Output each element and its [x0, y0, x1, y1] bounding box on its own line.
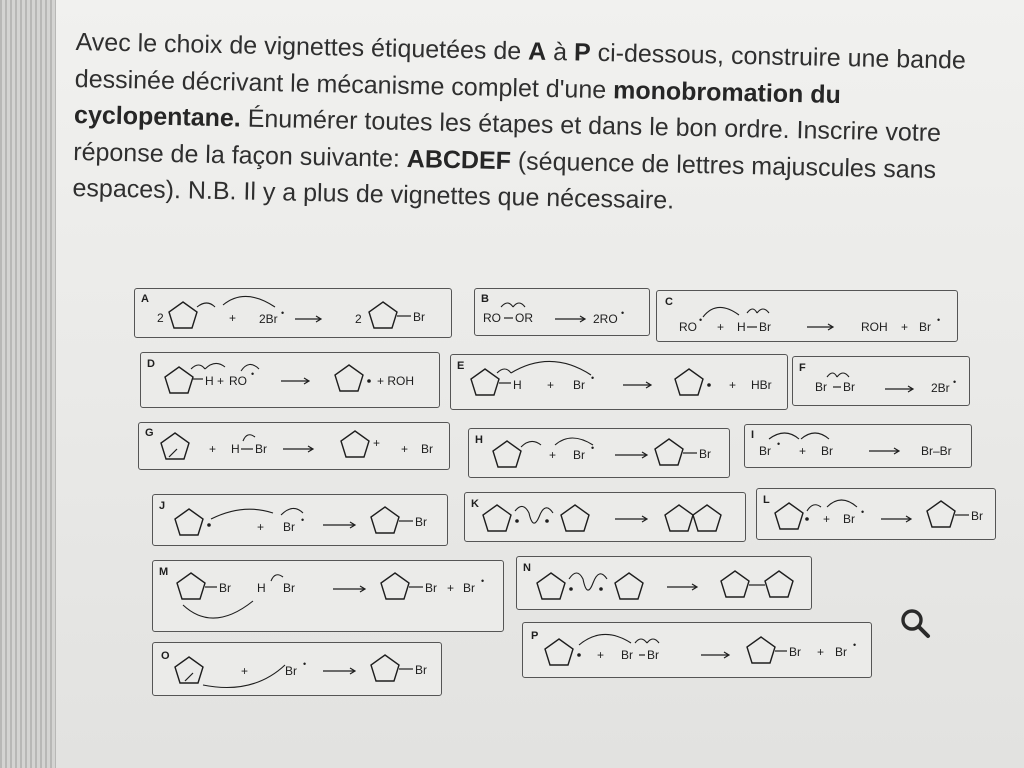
product: Br	[463, 581, 475, 595]
prompt-bold-example: ABCDEF	[406, 144, 512, 175]
cyclopentane-icon	[561, 505, 589, 531]
cyclopentane-icon	[693, 505, 721, 531]
plus-sign: +	[799, 444, 807, 458]
vignette-letter: C	[665, 296, 673, 308]
product: Br–Br	[921, 444, 952, 458]
cyclopentane-icon	[369, 302, 397, 328]
vignette-letter: K	[471, 498, 479, 510]
half-arrow-icon	[197, 303, 215, 307]
plus-sign: +	[217, 374, 225, 388]
cyclopentane-icon	[675, 369, 703, 395]
atom-br: Br	[255, 442, 267, 456]
radical-dot: •	[861, 507, 865, 517]
vignette-n[interactable]	[516, 556, 812, 610]
vignette-l[interactable]	[756, 488, 996, 540]
reaction-arrow-icon	[869, 448, 899, 454]
fishhook-arrows-icon	[191, 363, 225, 369]
vignette-h[interactable]	[468, 428, 730, 478]
radical-dot: •	[699, 315, 703, 325]
cyclopentane-icon	[927, 501, 955, 527]
curved-arrow-icon	[243, 435, 255, 441]
vignette-b[interactable]	[474, 288, 650, 336]
coefficient: 2	[157, 311, 164, 325]
atom-br: Br	[283, 581, 295, 595]
reagent: RO	[483, 311, 501, 325]
radical-dot	[569, 587, 573, 591]
atom-h: H	[205, 374, 214, 388]
radical-dot: •	[591, 373, 595, 383]
substituent: Br	[415, 515, 427, 529]
cyclopentane-icon	[335, 365, 363, 391]
cyclopentane-icon	[615, 573, 643, 599]
cyclopentane-icon	[371, 507, 399, 533]
vignette-letter: E	[457, 360, 465, 372]
plus-sign: +	[209, 442, 217, 456]
vignette-e[interactable]	[450, 354, 788, 410]
charge: +	[373, 436, 381, 450]
cyclopentane-icon	[165, 367, 193, 393]
plus-sign: +	[241, 664, 249, 678]
radical-dot: •	[953, 377, 957, 387]
plus-sign: +	[729, 378, 737, 392]
vignette-letter: I	[751, 429, 755, 441]
plus-sign: +	[547, 378, 555, 392]
reagent: RO	[679, 320, 697, 334]
reagent: Br	[573, 378, 585, 392]
cyclopentane-icon	[545, 639, 573, 665]
reaction-arrow-icon	[885, 386, 913, 392]
product: Br	[919, 320, 931, 334]
reagent: 2Br	[259, 312, 278, 326]
radical-dot	[367, 379, 371, 383]
reagent: Br	[283, 520, 295, 534]
reagent: RO	[229, 374, 247, 388]
reagent: Br	[621, 648, 633, 662]
vignette-letter: B	[481, 293, 489, 305]
vignette-c[interactable]	[656, 290, 958, 342]
vignette-letter: J	[159, 500, 166, 512]
vignette-letter: A	[141, 293, 149, 305]
plus-sign: +	[817, 645, 825, 659]
product: 2Br	[931, 381, 950, 395]
radical-dot: •	[777, 439, 781, 449]
cyclopentane-icon	[471, 369, 499, 395]
atom-h: H	[257, 581, 266, 595]
vignette-letter: N	[523, 562, 531, 574]
curved-arrow-icon	[223, 296, 275, 307]
cyclopentane-icon	[483, 505, 511, 531]
product: Br	[835, 645, 847, 659]
page-edge	[0, 0, 62, 768]
vignette-letter: D	[147, 358, 155, 370]
plus-sign: +	[901, 320, 909, 334]
plus-sign: +	[401, 442, 409, 456]
cyclopentane-icon	[161, 433, 189, 459]
cyclopentane-icon	[381, 573, 409, 599]
product: Br	[421, 442, 433, 456]
reagent: Br	[647, 648, 659, 662]
vignette-g[interactable]	[138, 422, 450, 470]
vignette-p[interactable]	[522, 622, 872, 678]
cyclopentane-icon	[747, 637, 775, 663]
prompt-text: Avec le choix de vignettes étiquetées de	[75, 27, 529, 66]
reagent: Br	[843, 380, 855, 394]
reaction-arrow-icon	[807, 324, 833, 330]
plus-sign: +	[549, 448, 557, 462]
prompt-text: ci-dessous, construire une bande dessinée décrivant le mécanisme complet d'une	[74, 38, 967, 104]
curved-arrow-icon	[271, 575, 283, 581]
cyclopentane-icon	[721, 571, 749, 597]
prompt-text: à	[545, 37, 575, 67]
reagent: Br	[815, 380, 827, 394]
radical-dot	[805, 517, 809, 521]
prompt-bold-p: P	[573, 38, 591, 67]
vignette-letter: F	[799, 362, 806, 374]
substituent: Br	[789, 645, 801, 659]
fishhook-arrows-icon	[501, 303, 525, 307]
reaction-arrow-icon	[323, 522, 355, 528]
prompt-bold-a: A	[527, 37, 547, 66]
atom-h: H	[231, 442, 240, 456]
bond-line	[185, 673, 193, 681]
radical-dot: •	[303, 659, 307, 669]
vignette-m[interactable]	[152, 560, 504, 632]
cyclopentane-icon	[371, 655, 399, 681]
reaction-arrow-icon	[323, 668, 355, 674]
reagent: Br	[821, 444, 833, 458]
reaction-arrow-icon	[295, 316, 321, 322]
radical-dot	[207, 523, 211, 527]
radical-dot	[515, 519, 519, 523]
fishhook-arrows-icon	[827, 373, 849, 377]
plus-sign: +	[447, 581, 455, 595]
vignette-letter: H	[475, 434, 483, 446]
substituent: Br	[971, 509, 983, 523]
cyclopentane-icon	[177, 573, 205, 599]
cyclopentane-icon	[665, 505, 693, 531]
product: ROH	[861, 320, 888, 334]
product: HBr	[751, 378, 772, 392]
product: 2RO	[593, 312, 618, 326]
substituent: Br	[413, 310, 425, 324]
vignette-letter: O	[161, 650, 170, 662]
cyclopentane-icon	[775, 503, 803, 529]
vignette-d[interactable]	[140, 352, 440, 408]
radical-dot: •	[937, 315, 941, 325]
half-arrow-icon	[521, 441, 541, 447]
substituent: Br	[415, 663, 427, 677]
curved-arrow-icon	[555, 438, 593, 445]
radical-dot	[599, 587, 603, 591]
reagent: Br	[573, 448, 585, 462]
substituent: Br	[219, 581, 231, 595]
product: + ROH	[377, 374, 415, 388]
atom-br: Br	[759, 320, 771, 334]
reagent: Br	[843, 512, 855, 526]
magnifier-icon[interactable]	[896, 604, 936, 644]
reaction-arrow-icon	[555, 316, 585, 322]
vignette-o[interactable]	[152, 642, 442, 696]
cyclopentane-icon	[169, 302, 197, 328]
bond-line	[169, 449, 177, 457]
reaction-arrow-icon	[615, 452, 647, 458]
radical-dot: •	[621, 308, 625, 318]
substituent: Br	[425, 581, 437, 595]
fishhook-arrows-icon	[497, 361, 591, 375]
cyclopentane-icon	[175, 509, 203, 535]
vignette-letter: P	[531, 630, 539, 642]
cyclopentane-icon	[493, 441, 521, 467]
reaction-arrow-icon	[881, 516, 911, 522]
reaction-arrow-icon	[667, 584, 697, 590]
reagent: OR	[515, 311, 533, 325]
vignette-f[interactable]	[792, 356, 970, 406]
atom-h: H	[737, 320, 746, 334]
substituent: Br	[699, 447, 711, 461]
radical-dot: •	[281, 308, 285, 318]
atom-h: H	[513, 378, 522, 392]
vignette-i[interactable]	[744, 424, 972, 468]
radical-dot: •	[251, 369, 255, 379]
vignette-a[interactable]	[134, 288, 452, 338]
cyclopentane-icon	[175, 657, 203, 683]
curved-arrow-icon	[703, 307, 739, 317]
fishhook-arrows-icon	[807, 500, 857, 511]
reagent: Br	[285, 664, 297, 678]
reagent: Br	[759, 444, 771, 458]
cyclopentane-icon	[655, 439, 683, 465]
fishhook-arrows-icon	[747, 309, 769, 313]
reaction-arrow-icon	[615, 516, 647, 522]
curved-arrow-icon	[241, 364, 259, 371]
radical-dot	[577, 653, 581, 657]
radical-dot	[545, 519, 549, 523]
cyclopentane-icon	[537, 573, 565, 599]
prompt-text: (séquence de lettres majuscules sans espaces). N.B. Il y a plus de vignettes que nécessaire.	[72, 146, 937, 215]
cyclopentane-icon	[765, 571, 793, 597]
reaction-arrow-icon	[333, 586, 365, 592]
coefficient: 2	[355, 312, 362, 326]
prompt-text: Énumérer toutes les étapes et dans le bon ordre. Inscrire votre réponse de la façon suivante:	[73, 104, 942, 173]
radical-dot: •	[591, 443, 595, 453]
reaction-arrow-icon	[281, 378, 309, 384]
curved-arrow-icon	[183, 601, 253, 618]
plus-sign: +	[229, 311, 237, 325]
reaction-arrow-icon	[623, 382, 651, 388]
radical-dot	[707, 383, 711, 387]
question-prompt	[72, 24, 1006, 226]
prompt-bold-topic: monobromation du cyclopentane.	[73, 75, 842, 133]
plus-sign: +	[257, 520, 265, 534]
vignette-letter: G	[145, 427, 154, 439]
vignette-letter: L	[763, 494, 770, 506]
radical-dot: •	[481, 576, 485, 586]
vignette-k[interactable]	[464, 492, 746, 542]
radical-dot: •	[853, 640, 857, 650]
vignette-j[interactable]	[152, 494, 448, 546]
vignette-letter: M	[159, 566, 169, 578]
radical-dot: •	[301, 515, 305, 525]
cyclopentane-icon	[341, 431, 369, 457]
reaction-arrow-icon	[283, 446, 313, 452]
fishhook-arrows-icon	[211, 508, 303, 519]
plus-sign: +	[597, 648, 605, 662]
fishhook-arrows-icon	[579, 634, 659, 645]
plus-sign: +	[717, 320, 725, 334]
plus-sign: +	[823, 512, 831, 526]
reaction-arrow-icon	[701, 652, 729, 658]
